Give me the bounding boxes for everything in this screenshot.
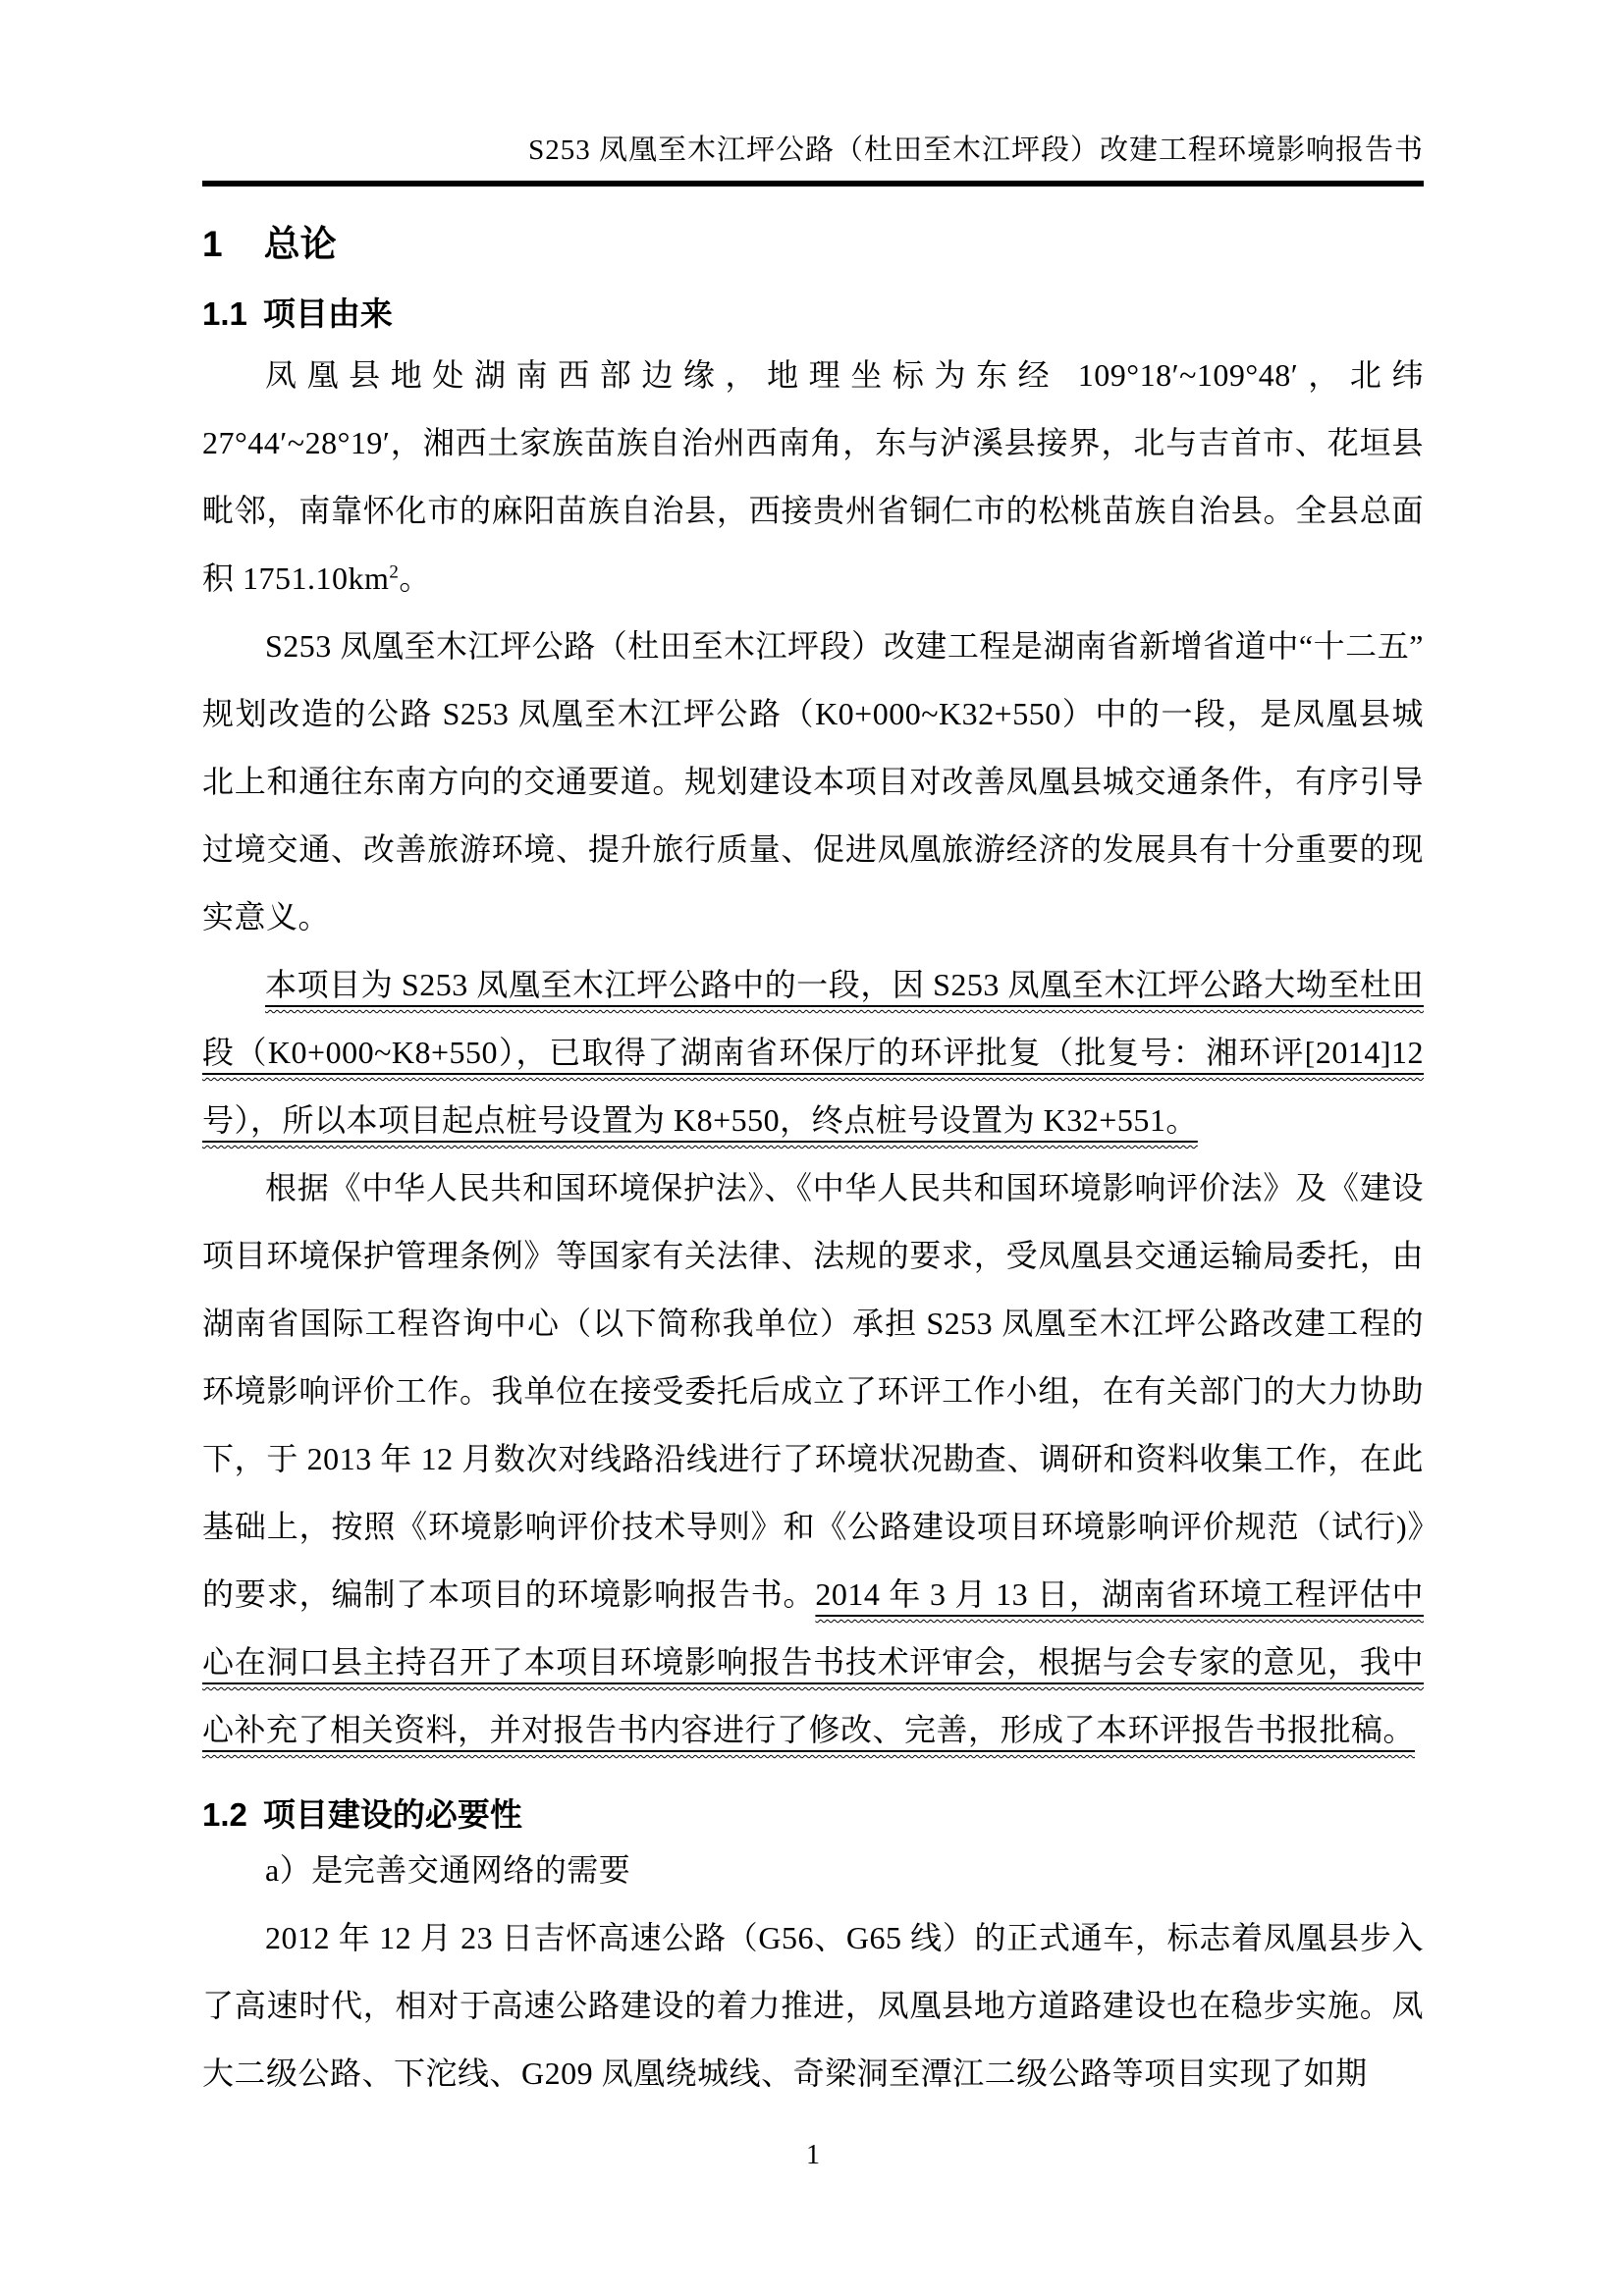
heading-1-2-number: 1.2 [202, 1796, 247, 1833]
heading-1-1-number: 1.1 [202, 295, 247, 332]
paragraph-eia-process-revised: 2014 年 3 月 13 日，湖南省环境工程评估中心在洞口县主持召开了本项目环境影响报告书技术评审会，根据与会专家的意见，我中心补充了相关资料，并对报告书内容进行了修改、完善，形成了本环评报告书报批稿。 [202, 1576, 1424, 1747]
paragraph-project-section-revised-text: 本项目为 S253 凤凰至木江坪公路中的一段，因 S253 凤凰至木江坪公路大坳至杜田段（K0+000~K8+550），已取得了湖南省环保厅的环评批复（批复号：湘环评[2014]12 号），所以本项目起点桩号设置为 K8+550，终点桩号设置为 K32+551。 [202, 967, 1424, 1138]
paragraph-county-location-text: 凤凰县地处湖南西部边缘，地理坐标为东经 109°18′~109°48′，北纬 27°44′~28°19′，湘西土家族苗族自治州西南角，东与泸溪县接界，北与吉首市、花垣县毗邻，南靠怀化市的麻阳苗族自治县，西接贵州省铜仁市的松桃苗族自治县。全县总面积 1751.10km [202, 357, 1424, 596]
paragraph-eia-process [202, 1154, 1424, 1764]
revision-underline-wrapper [202, 967, 1424, 1138]
page-header [202, 132, 1424, 187]
header-rule [202, 181, 1424, 187]
superscript-km2: 2 [389, 561, 400, 583]
header-title: S253 凤凰至木江坪公路（杜田至木江坪段）改建工程环境影响报告书 [528, 134, 1424, 166]
heading-1-number: 1 [202, 224, 223, 264]
section-heading-1 [202, 222, 1424, 267]
list-item-a: a）是完善交通网络的需要 [265, 1852, 631, 1888]
page-footer [202, 2140, 1424, 2171]
page-number: 1 [806, 2140, 820, 2170]
paragraph-project-overview: S253 凤凰至木江坪公路（杜田至木江坪段）改建工程是湖南省新增省道中“十二五”规划改造的公路 S253 凤凰至木江坪公路（K0+000~K32+550）中的一段，是凤凰县城北上和通往东南方向的交通要道。规划建设本项目对改善凤凰县城交通条件，有序引导过境交通、改善旅游环境、提升旅行质量、促进凤凰旅游经济的发展具有十分重要的现实意义。 [202, 628, 1424, 934]
heading-1-2-label: 项目建设的必要性 [262, 1796, 522, 1833]
section-heading-1-1 [202, 293, 1424, 336]
heading-1-1-label: 项目由来 [262, 295, 393, 332]
paragraph-eia-process-normal: 根据《中华人民共和国环境保护法》、《中华人民共和国环境影响评价法》及《建设项目环境保护管理条例》等国家有关法律、法规的要求，受凤凰县交通运输局委托，由湖南省国际工程咨询中心（以下简称我单位）承担 S253 凤凰至木江坪公路改建工程的环境影响评价工作。我单位在接受委托后成立了环评工作小组，在有关部门的大力协助下，于 2013 年 12 月数次对线路沿线进行了环境状况勘查、调研和资料收集工作，在此基础上，按照《环境影响评价技术导则》和《公路建设项目环境影响评价规范（试行)》的要求，编制了本项目的环境影响报告书。 [202, 1170, 1424, 1612]
paragraph-county-location [202, 342, 1424, 613]
paragraph-traffic-network: 2012 年 12 月 23 日吉怀高速公路（G56、G65 线）的正式通车，标志着凤凰县步入了高速时代，相对于高速公路建设的着力推进，凤凰县地方道路建设也在稳步实施。凤大二级公路、下沱线、G209 凤凰绕城线、奇梁洞至潭江二级公路等项目实现了如期 [202, 1920, 1424, 2091]
paragraph-project-section-revised [202, 951, 1424, 1154]
paragraph-county-location-tail: 。 [399, 561, 431, 596]
section-heading-1-2 [202, 1793, 1424, 1837]
heading-1-label: 总论 [263, 224, 337, 264]
